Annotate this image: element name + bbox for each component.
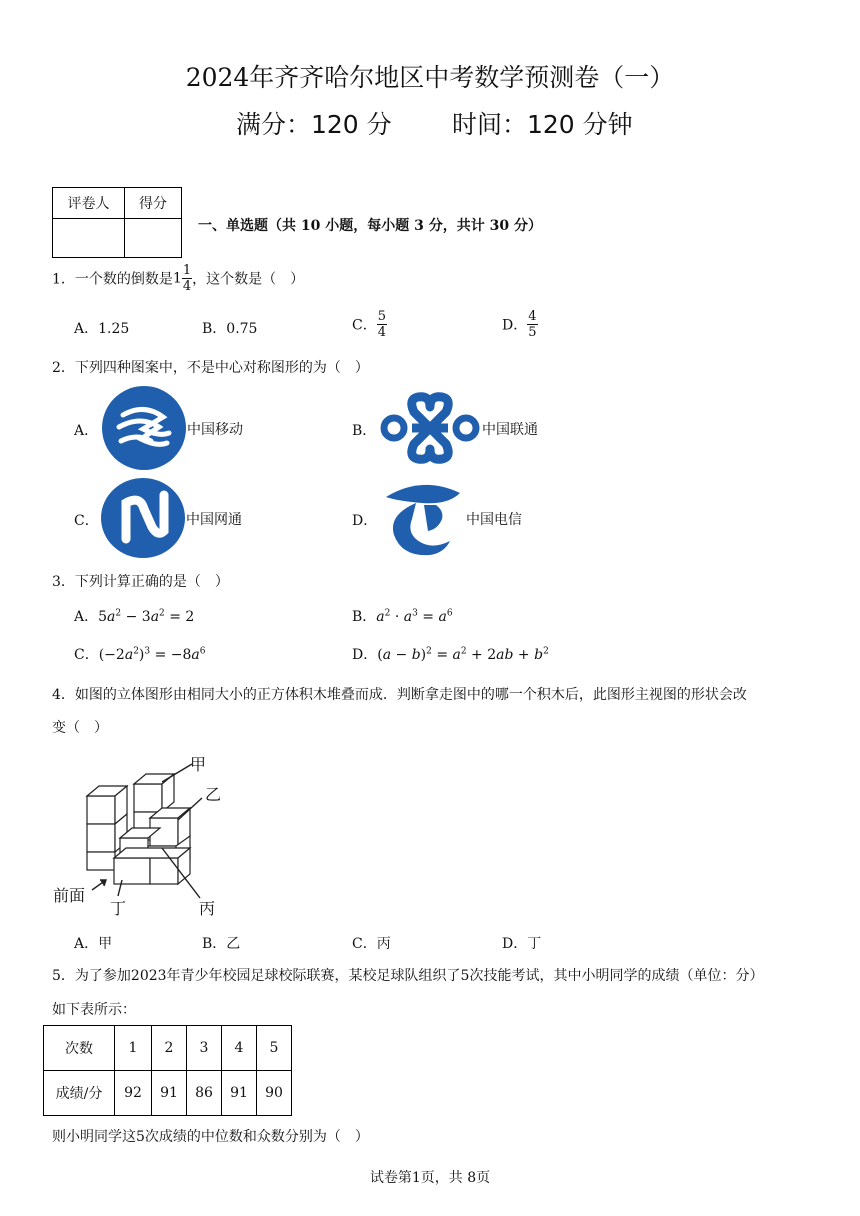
question-4-line1: 4．如图的立体图形由相同大小的正方体积木堆叠而成．判断拿走图中的哪一个积木后，此图形主视图的形状会改 [52, 687, 747, 703]
fig-label-yi: 乙 [205, 785, 222, 804]
table-cell: 4 [222, 1026, 257, 1071]
table-header-count: 次数 [44, 1026, 115, 1071]
china-telecom-logo [378, 475, 466, 559]
q1-fraction: $\frac{1}{4}$ [182, 263, 192, 294]
full-marks: 满分：120 分 [236, 110, 392, 139]
q3-option-a: A．$5a^2 - 3a^2 = 2$ [74, 608, 195, 625]
fig-label-jia: 甲 [190, 755, 207, 774]
score-cell [125, 219, 182, 258]
table-cell: 5 [257, 1026, 292, 1071]
exam-time: 时间：120 分钟 [452, 110, 633, 139]
q1-option-a: A．1.25 [74, 321, 130, 337]
question-2: 2．下列四种图案中，不是中心对称图形的为（ ） [52, 360, 369, 376]
q5-follow-up: 则小明同学这5次成绩的中位数和众数分别为（ ） [52, 1129, 369, 1145]
q1-option-d: D． $\frac{4}{5}$ [502, 309, 537, 340]
table-cell: 2 [152, 1026, 187, 1071]
question-5-line1: 5．为了参加2023年青少年校园足球校际联赛，某校足球队组织了5次技能考试，其中小明同学的成绩（单位：分） [52, 968, 764, 984]
grader-score-box [52, 187, 182, 258]
table-cell: 86 [187, 1071, 222, 1116]
grader-header: 评卷人 [53, 188, 125, 219]
q2-option-c-name: 中国网通 [186, 512, 242, 528]
grader-cell [53, 219, 125, 258]
china-mobile-logo [101, 385, 187, 471]
table-row [44, 1026, 292, 1071]
china-netcom-logo [100, 477, 186, 559]
table-cell: 90 [257, 1071, 292, 1116]
q1-stem-before: 1．一个数的倒数是 [52, 271, 173, 288]
q3-option-d: D．$(a - b)^2 = a^2 + 2ab + b^2$ [352, 646, 549, 663]
q2-option-b-label: B． [352, 423, 377, 439]
table-header-score: 成绩/分 [44, 1071, 115, 1116]
q4-option-a: A．甲 [74, 936, 113, 952]
q4-option-b: B．乙 [202, 936, 241, 952]
q1-option-c: C． $\frac{5}{4}$ [352, 309, 386, 340]
q2-option-d-name: 中国电信 [466, 512, 522, 528]
q1-option-b: B．0.75 [202, 321, 258, 337]
scores-table [43, 1025, 292, 1116]
q3-option-c: C．$(-2a^2)^3 = -8a^6$ [74, 646, 206, 663]
q2-option-b-name: 中国联通 [482, 422, 538, 438]
q4-option-d: D．丁 [502, 936, 542, 952]
table-cell: 91 [222, 1071, 257, 1116]
q2-option-a-name: 中国移动 [187, 422, 243, 438]
china-unicom-logo [378, 389, 482, 467]
q2-option-c-label: C． [74, 513, 99, 529]
question-3: 3．下列计算正确的是（ ） [52, 574, 229, 590]
q3-option-b: B．$a^2 \cdot a^3 = a^6$ [352, 608, 453, 625]
question-5-line2: 如下表所示： [52, 1002, 136, 1018]
table-row [44, 1071, 292, 1116]
q4-option-c: C．丙 [352, 936, 391, 952]
score-header: 得分 [125, 188, 182, 219]
question-1 [52, 264, 304, 293]
exam-title: 2024年齐齐哈尔地区中考数学预测卷（一） [185, 63, 675, 92]
section-heading: 一、单选题（共 10 小题，每小题 3 分，共计 30 分） [198, 218, 542, 234]
table-cell: 1 [115, 1026, 152, 1071]
fig-label-front: 前面 [53, 886, 86, 905]
table-cell: 92 [115, 1071, 152, 1116]
table-cell: 91 [152, 1071, 187, 1116]
q1-stem-after: ，这个数是（ ） [192, 271, 305, 288]
table-cell: 3 [187, 1026, 222, 1071]
fig-label-ding: 丁 [110, 899, 127, 918]
question-4-line2: 变（ ） [52, 720, 108, 736]
fig-label-bing: 丙 [199, 899, 216, 918]
q1-mixed-whole: 1 [172, 270, 182, 287]
q2-option-a-label: A． [74, 423, 99, 439]
q2-option-d-label: D． [352, 513, 378, 529]
page-footer: 试卷第1页，共 8页 [369, 1170, 491, 1186]
